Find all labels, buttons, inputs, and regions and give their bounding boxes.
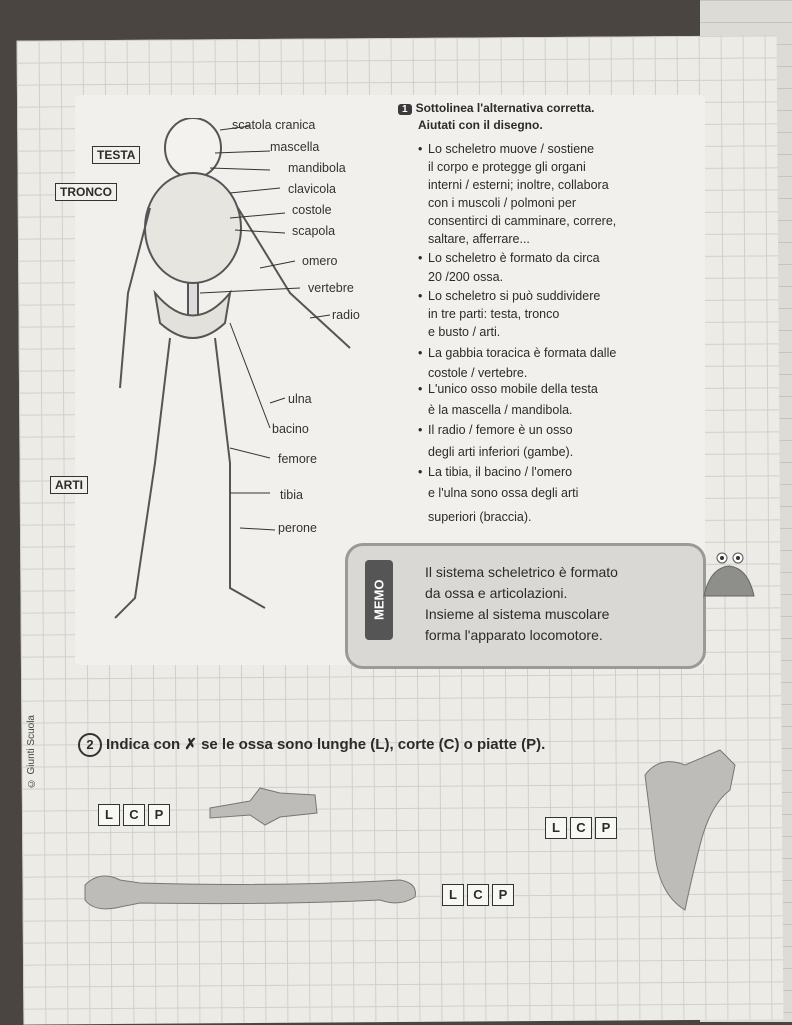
exercise1-line-1[interactable]: • Lo scheletro muove / sostiene bbox=[428, 140, 678, 158]
option-L-long-bone[interactable]: L bbox=[442, 884, 464, 906]
region-testa: TESTA bbox=[92, 146, 140, 164]
option-C-vertebra[interactable]: C bbox=[123, 804, 145, 826]
label-costole: costole bbox=[292, 203, 332, 217]
mascot-icon bbox=[700, 548, 758, 606]
exercise1-line-14: • L'unico osso mobile della testa bbox=[428, 380, 678, 398]
exercise1-line-12: • La gabbia toracica è formata dalle bbox=[428, 344, 678, 362]
option-P-scapula[interactable]: P bbox=[595, 817, 617, 839]
exercise1-number: 1 bbox=[398, 104, 412, 115]
label-scatola-cranica: scatola cranica bbox=[232, 118, 316, 132]
label-radio: radio bbox=[332, 308, 360, 322]
option-L-scapula[interactable]: L bbox=[545, 817, 567, 839]
exercise1-line-17: degli arti inferiori (gambe). bbox=[428, 445, 574, 459]
label-vertebre: vertebre bbox=[308, 281, 354, 295]
memo-line-3: Insieme al sistema muscolare bbox=[425, 606, 610, 622]
region-tronco: TRONCO bbox=[55, 183, 117, 201]
exercise1-line-20: superiori (braccia). bbox=[428, 510, 532, 524]
exercise1-line-19: e l'ulna sono ossa degli arti bbox=[428, 486, 579, 500]
exercise1-line-18[interactable]: • La tibia, il bacino / l'omero bbox=[428, 463, 678, 481]
choices-vertebra bbox=[98, 804, 173, 826]
label-omero: omero bbox=[302, 254, 338, 268]
option-C-long-bone[interactable]: C bbox=[467, 884, 489, 906]
exercise1-subtitle: Aiutati con il disegno. bbox=[418, 118, 543, 132]
exercise2-number: 2 bbox=[78, 733, 102, 757]
label-bacino: bacino bbox=[272, 422, 309, 436]
left-leg-shape bbox=[115, 338, 170, 618]
exercise1-line-10: in tre parti: testa, tronco bbox=[428, 307, 560, 321]
exercise1-line-11[interactable]: e busto / arti. bbox=[428, 325, 501, 339]
choices-long-bone bbox=[442, 884, 517, 906]
label-tibia: tibia bbox=[280, 488, 303, 502]
label-mascella: mascella bbox=[270, 140, 320, 154]
exercise1-line-4[interactable]: con i muscoli / polmoni per bbox=[428, 196, 576, 210]
skeleton-illustration bbox=[80, 118, 380, 653]
ribcage-shape bbox=[145, 173, 241, 283]
label-clavicola: clavicola bbox=[288, 182, 336, 196]
exercise1-line-5: consentirci di camminare, correre, bbox=[428, 214, 617, 228]
memo-line-4: forma l'apparato locomotore. bbox=[425, 627, 603, 643]
option-C-scapula[interactable]: C bbox=[570, 817, 592, 839]
label-mandibola: mandibola bbox=[288, 161, 346, 175]
choices-scapula bbox=[545, 817, 620, 839]
right-leg-shape bbox=[215, 338, 265, 608]
skull-shape bbox=[165, 118, 221, 178]
vertebra-illustration bbox=[205, 783, 320, 828]
memo-line-1: Il sistema scheletrico è formato bbox=[425, 564, 618, 580]
exercise1-line-3[interactable]: interni / esterni; inoltre, collabora bbox=[428, 178, 609, 192]
exercise1-line-15[interactable]: è la mascella / mandibola. bbox=[428, 403, 573, 417]
option-P-vertebra[interactable]: P bbox=[148, 804, 170, 826]
exercise1-line-7: • Lo scheletro è formato da circa bbox=[428, 249, 678, 267]
exercise2-title bbox=[78, 733, 545, 757]
label-perone: perone bbox=[278, 521, 317, 535]
exercise1-line-16[interactable]: • Il radio / femore è un osso bbox=[428, 421, 678, 439]
memo-text bbox=[425, 562, 695, 646]
label-scapola: scapola bbox=[292, 224, 336, 238]
exercise1-line-13[interactable]: costole / vertebre. bbox=[428, 366, 528, 380]
exercise2-title-text: Indica con ✗ se le ossa sono lunghe (L), corte (C) o piatte (P). bbox=[106, 736, 546, 753]
memo-line-2: da ossa e articolazioni. bbox=[425, 585, 568, 601]
long-bone-illustration bbox=[80, 865, 420, 920]
exercise1-line-2: il corpo e protegge gli organi bbox=[428, 160, 586, 174]
option-P-long-bone[interactable]: P bbox=[492, 884, 514, 906]
memo-tag: MEMO bbox=[365, 560, 393, 640]
exercise1-title bbox=[398, 101, 594, 115]
region-arti: ARTI bbox=[50, 476, 88, 494]
label-femore: femore bbox=[278, 452, 317, 466]
exercise1-line-9: • Lo scheletro si può suddividere bbox=[428, 287, 678, 305]
copyright-notice: © Giunti Scuola bbox=[26, 715, 37, 789]
exercise1-title-text: Sottolinea l'alternativa corretta. bbox=[415, 101, 595, 115]
exercise1-line-6: saltare, afferrare... bbox=[428, 232, 530, 246]
exercise1-line-8[interactable]: 20 /200 ossa. bbox=[428, 270, 504, 284]
scapula-illustration bbox=[640, 745, 750, 915]
option-L-vertebra[interactable]: L bbox=[98, 804, 120, 826]
label-ulna: ulna bbox=[288, 392, 312, 406]
